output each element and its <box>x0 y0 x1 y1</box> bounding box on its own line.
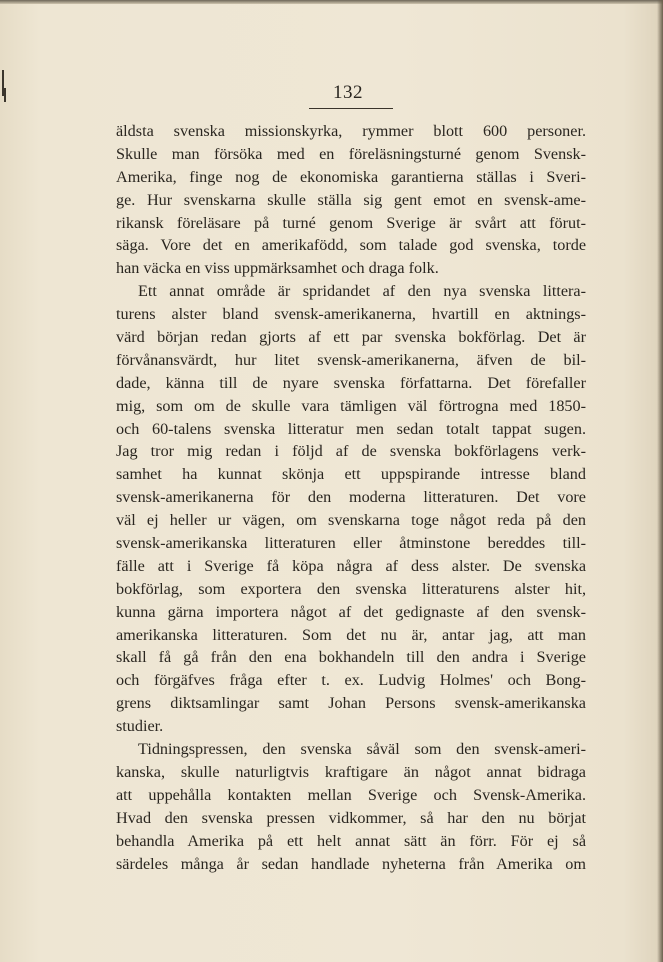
text-line: och förgäfves fråga efter t. ex. Ludvig Holmes' och Bong- <box>116 671 586 690</box>
text-line: Ett annat område är spridandet af den nya svenska littera- <box>138 282 586 301</box>
text-line: väl ej heller ur vägen, om svenskarna toge något reda på den <box>116 511 586 530</box>
text-line: säga. Vore det en amerikafödd, som talade god svenska, torde <box>116 236 586 255</box>
text-line: svensk-amerikanerna för den moderna litteraturen. Det vore <box>116 488 586 507</box>
text-line: Amerika, finge nog de ekonomiska garantierna ställas i Sveri- <box>116 167 586 186</box>
text-line: han väcka en viss uppmärksamhet och draga folk. <box>116 259 439 278</box>
text-line: Tidningspressen, den svenska såväl som den svensk-ameri- <box>138 740 586 759</box>
header-rule <box>309 108 393 109</box>
text-line: rikansk föreläsare på turné genom Sverige är svårt att förut- <box>116 213 586 232</box>
text-line: Skulle man försöka med en föreläsningsturné genom Svensk- <box>116 144 586 163</box>
right-edge-shadow <box>657 0 663 962</box>
text-line: grens diktsamlingar samt Johan Persons svensk-amerikanska <box>116 694 586 713</box>
text-line: att uppehålla kontakten mellan Sverige och Svensk-Amerika. <box>116 785 586 804</box>
text-line: särdeles många år sedan handlade nyheterna från Amerika om <box>116 854 586 873</box>
text-line: Jag tror mig redan i följd af de svenska bokförlagens verk- <box>116 442 586 461</box>
text-line: bokförlag, som exportera den svenska litteraturens alster hit, <box>116 579 586 598</box>
text-line: mig, som om de skulle vara tämligen väl förtrogna med 1850- <box>116 396 586 415</box>
text-line: samhet ha kunnat skönja ett uppspirande intresse bland <box>116 465 586 484</box>
text-line: fälle att i Sverige få köpa några af dess alster. De svenska <box>116 556 586 575</box>
text-line: dade, känna till de nyare svenska författarna. Det förefaller <box>116 373 586 392</box>
page-number: 132 <box>333 82 363 103</box>
text-line: turens alster bland svensk-amerikanerna, hvartill en aktnings- <box>116 305 586 324</box>
left-edge-mark <box>4 88 6 102</box>
text-line: Hvad den svenska pressen vidkommer, så har den nu börjat <box>116 808 586 827</box>
body-text <box>116 120 586 875</box>
text-line: ge. Hur svenskarna skulle ställa sig gent emot en svensk-ame- <box>116 190 586 209</box>
text-line: studier. <box>116 717 164 736</box>
text-line: förvånansvärdt, hur litet svensk-amerikanerna, äfven de bil- <box>116 350 586 369</box>
text-line: äldsta svenska missionskyrka, rymmer blott 600 personer. <box>116 122 586 140</box>
top-edge-shadow <box>0 0 663 4</box>
text-line: kunna gärna importera något af det gedignaste af den svensk- <box>116 602 586 621</box>
text-line: och 60-talens svenska litteratur men sedan totalt tappat sugen. <box>116 419 586 438</box>
text-line: skall få gå från den ena bokhandeln till den andra i Sverige <box>116 648 586 667</box>
text-line: behandla Amerika på ett helt annat sätt än förr. För ej så <box>116 831 586 850</box>
text-line: värd början redan gjorts af ett par svenska bokförlag. Det är <box>116 328 586 347</box>
text-line: svensk-amerikanska litteraturen eller åtminstone bereddes till- <box>116 534 586 553</box>
text-line: kanska, skulle naturligtvis kraftigare än något annat bidraga <box>116 762 586 781</box>
text-line: amerikanska litteraturen. Som det nu är, antar jag, att man <box>116 625 586 644</box>
